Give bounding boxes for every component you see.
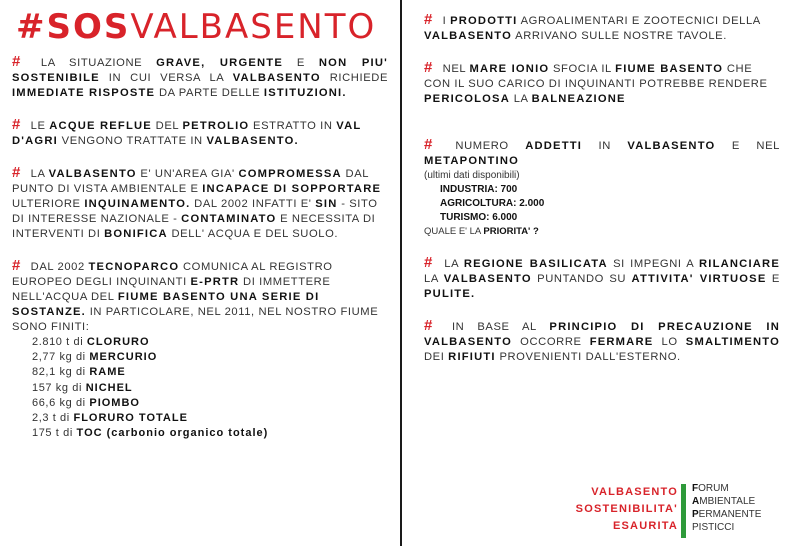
text: DEL: [151, 120, 183, 132]
paragraph-precauzione: [424, 318, 780, 365]
text: LO: [653, 336, 686, 348]
text: IN: [582, 140, 628, 152]
org-initial: P: [692, 509, 699, 520]
text: NEL: [438, 63, 470, 75]
paragraph-prodotti: [424, 12, 780, 44]
list-item: [32, 411, 388, 426]
org-rest: MBIENTALE: [699, 496, 756, 507]
org-initial: A: [692, 496, 700, 507]
text: DEI: [424, 351, 449, 363]
text: - SITO DI INTERESSE NAZIONALE -: [12, 198, 378, 225]
page-title: [16, 8, 388, 46]
bold-text: IMMEDIATE RISPOSTE: [12, 87, 156, 99]
bold-text: PRIORITA' ?: [483, 226, 539, 237]
text: DI IMMETTERE NELL'ACQUA DEL: [12, 276, 331, 303]
substance-name: RAME: [89, 366, 126, 379]
bold-text: REGIONE BASILICATA: [463, 258, 608, 270]
stat-agricoltura: [424, 197, 780, 211]
substance-name: MERCURIO: [89, 351, 158, 364]
text: LA: [509, 93, 532, 105]
stat-turismo: [424, 211, 780, 225]
column-divider: [400, 0, 402, 546]
list-item: [32, 426, 388, 441]
priority-question: [424, 225, 780, 239]
substances-list: [12, 335, 388, 441]
stat-industria: [424, 183, 780, 197]
bold-text: PERICOLOSA: [424, 93, 510, 105]
title-rest: VALBASENTO: [130, 7, 377, 47]
org-rest: PISTICCI: [692, 522, 735, 533]
hash-icon: #: [424, 136, 433, 153]
substance-amount: 2.810 t di: [32, 336, 87, 348]
org-rest: ERMANENTE: [698, 509, 762, 520]
bold-text: VALBASENTO: [424, 30, 513, 42]
text: DA PARTE DELLE: [155, 87, 264, 99]
text: IN CUI VERSA LA: [99, 72, 233, 84]
substance-name: FLORURO TOTALE: [73, 412, 188, 425]
org-line: [692, 495, 761, 508]
text: VENGONO TRATTATE IN: [57, 135, 207, 147]
footer-logo: [560, 480, 790, 540]
hash-icon: #: [12, 116, 21, 133]
text: E NEL: [715, 140, 780, 152]
bold-text: ISTITUZIONI.: [263, 87, 347, 99]
text: DAL 2002: [26, 261, 89, 273]
bold-text: RIFIUTI: [448, 351, 496, 363]
text: E: [766, 273, 780, 285]
text: QUALE E' LA: [424, 226, 484, 237]
bold-text: TECNOPARCO: [88, 261, 180, 273]
data-note: (ultimi dati disponibili): [424, 170, 520, 181]
bold-text: CONTAMINATO: [181, 213, 277, 225]
stat-value: : 6.000: [486, 212, 518, 223]
bold-text: SIN: [315, 198, 338, 210]
slogan-line: VALBASENTO: [591, 486, 678, 498]
text: LE: [26, 120, 50, 132]
hash-icon: #: [12, 164, 21, 181]
paragraph-acque-reflue: [12, 117, 388, 149]
substance-name: TOC (carbonio organico totale): [76, 427, 269, 440]
org-rest: ORUM: [698, 483, 729, 494]
text: AGROALIMENTARI E ZOOTECNICI DELLA: [517, 15, 761, 27]
paragraph-regione: [424, 255, 780, 302]
substance-amount: 82,1 kg di: [32, 366, 90, 379]
org-line: [692, 482, 761, 495]
bold-text: ATTIVITA' VIRTUOSE: [631, 273, 767, 285]
hash-icon: #: [424, 11, 433, 28]
text: SFOCIA IL: [549, 63, 616, 75]
text: PROVENIENTI DALL'ESTERNO.: [495, 351, 681, 363]
text: IN PARTICOLARE, NEL 2011, NEL NOSTRO FIUME SONO FINITI:: [12, 306, 379, 333]
bold-text: E-PRTR: [190, 276, 240, 288]
substance-amount: 2,3 t di: [32, 412, 74, 425]
stat-label: AGRICOLTURA: [440, 198, 514, 209]
text: E NECESSITA DI INTERVENTI DI: [12, 213, 376, 240]
bold-text: PULITE.: [424, 288, 476, 300]
hash-icon: #: [424, 59, 433, 76]
bold-text: ADDETTI: [525, 140, 583, 152]
bold-text: MARE IONIO: [469, 63, 550, 75]
org-line: [692, 508, 761, 521]
left-column: [12, 0, 388, 441]
stat-label: INDUSTRIA: [440, 184, 495, 195]
right-column: [424, 0, 780, 365]
bold-text: COMPROMESSA: [238, 168, 342, 180]
text: I: [438, 15, 451, 27]
substance-amount: 66,6 kg di: [32, 396, 90, 409]
text: LA: [438, 258, 464, 270]
list-item: [32, 350, 388, 365]
substance-name: NICHEL: [85, 381, 133, 394]
hash-icon: #: [424, 254, 433, 271]
org-initial: F: [692, 483, 699, 494]
org-line: [692, 521, 761, 534]
substance-name: PIOMBO: [89, 396, 140, 409]
text: LA: [26, 168, 49, 180]
text: DAL 2002 INFATTI E': [190, 198, 316, 210]
bold-text: METAPONTINO: [424, 155, 520, 167]
bold-text: BONIFICA: [104, 228, 168, 240]
list-item: [32, 365, 388, 380]
substance-name: CLORURO: [86, 336, 150, 348]
paragraph-situation: [12, 54, 388, 101]
bold-text: RILANCIARE: [699, 258, 780, 270]
stat-value: : 2.000: [513, 198, 545, 209]
text: OCCORRE: [512, 336, 590, 348]
bold-text: VALBASENTO.: [206, 135, 299, 147]
bold-text: BALNEAZIONE: [531, 93, 626, 105]
bold-text: VALBASENTO: [232, 72, 321, 84]
bold-text: FIUME BASENTO UNA SERIE DI SOSTANZE.: [12, 291, 320, 318]
slogan-line: ESAURITA: [612, 520, 678, 532]
text: CHE CON IL SUO CARICO DI INQUINANTI POTREBBE RENDERE: [424, 63, 768, 90]
green-bar-divider: [681, 484, 686, 538]
paragraph-addetti: [424, 137, 780, 169]
bold-text: INCAPACE DI SOPPORTARE: [202, 183, 382, 195]
text: DELL' ACQUA E DEL SUOLO.: [167, 228, 339, 240]
stat-value: : 700: [494, 184, 518, 195]
bold-text: ACQUE REFLUE: [49, 120, 152, 132]
text: LA SITUAZIONE: [26, 57, 157, 69]
bold-text: INQUINAMENTO.: [84, 198, 191, 210]
text: DAL PUNTO DI VISTA AMBIENTALE E: [12, 168, 369, 195]
stat-label: TURISMO: [440, 212, 487, 223]
bold-text: VALBASENTO: [627, 140, 716, 152]
substance-amount: 2,77 kg di: [32, 351, 90, 364]
text: COMUNICA AL REGISTRO EUROPEO DEGLI INQUINANTI: [12, 261, 333, 288]
footer-slogan: [576, 484, 678, 535]
text: PUNTANDO SU: [531, 273, 632, 285]
bold-text: GRAVE, URGENTE: [156, 57, 283, 69]
text: SI IMPEGNI A: [607, 258, 699, 270]
bold-text: PRODOTTI: [450, 15, 518, 27]
text: ARRIVANO SULLE NOSTRE TAVOLE.: [512, 30, 727, 42]
bold-text: VALBASENTO: [48, 168, 137, 180]
text: ULTERIORE: [12, 198, 85, 210]
list-item: [32, 335, 388, 350]
text: LA: [424, 273, 444, 285]
footer-organization: [692, 482, 761, 534]
bold-text: VALBASENTO: [443, 273, 532, 285]
text: IN BASE AL: [438, 321, 550, 333]
text: RICHIEDE: [320, 72, 388, 84]
bold-text: PETROLIO: [182, 120, 250, 132]
text: NUMERO: [438, 140, 526, 152]
bold-text: SMALTIMENTO: [685, 336, 780, 348]
title-bold: #SOS: [16, 7, 131, 47]
list-item: [32, 381, 388, 396]
bold-text: FERMARE: [589, 336, 654, 348]
text: E: [283, 57, 319, 69]
hash-icon: #: [12, 257, 21, 274]
paragraph-area-compromessa: [12, 165, 388, 242]
paragraph-mare-ionio: [424, 60, 780, 107]
bold-text: PRINCIPIO DI PRECAUZIONE IN VALBASENTO: [424, 321, 780, 348]
substance-amount: 175 t di: [32, 427, 77, 440]
slogan-line: SOSTENIBILITA': [575, 503, 678, 515]
list-item: [32, 396, 388, 411]
paragraph-tecnoparco: [12, 258, 388, 335]
bold-text: VAL D'AGRI: [12, 120, 362, 147]
hash-icon: #: [424, 317, 433, 334]
bold-text: FIUME BASENTO: [615, 63, 724, 75]
text: ESTRATTO IN: [249, 120, 337, 132]
text: E' UN'AREA GIA': [136, 168, 239, 180]
substance-amount: 157 kg di: [32, 381, 86, 394]
hash-icon: #: [12, 53, 21, 70]
bold-text: NON PIU' SOSTENIBILE: [12, 57, 388, 84]
